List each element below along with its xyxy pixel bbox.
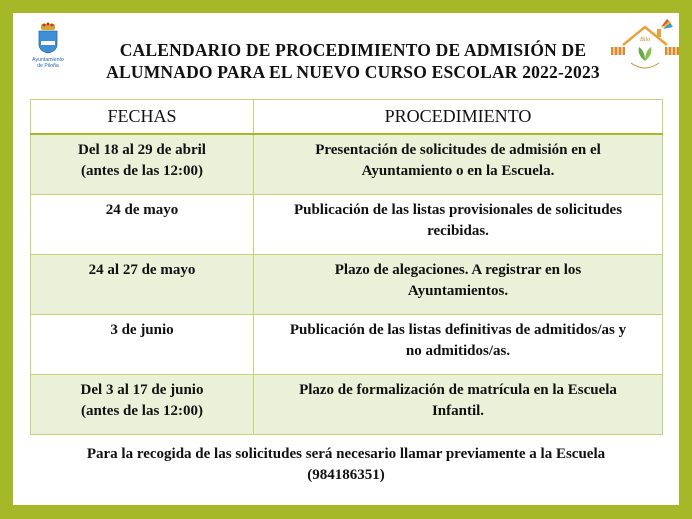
- footer-phone: (984186351): [307, 467, 385, 483]
- table-header-row: [31, 100, 663, 135]
- svg-text:de Piloña: de Piloña: [37, 63, 59, 69]
- table-row: [31, 375, 663, 435]
- table-row: [31, 255, 663, 315]
- table-row: [31, 315, 663, 375]
- footer-note: [23, 444, 669, 486]
- procedimiento-cell: Publicación de las listas provisionales de solicitudes recibidas.: [254, 195, 663, 255]
- fecha-cell: 24 al 27 de mayo: [31, 255, 254, 315]
- footer-line-1: Para la recogida de las solicitudes será necesario llamar previamente a la Escuela: [86, 446, 606, 462]
- fecha-cell: Del 3 al 17 de junio (antes de las 12:00): [31, 375, 254, 435]
- title-line-2: ALUMNADO PARA EL NUEVO CURSO ESCOLAR 2022-2023: [106, 62, 600, 82]
- svg-text:Bilo: Bilo: [640, 37, 650, 43]
- procedimiento-cell: Plazo de alegaciones. A registrar en los Ayuntamientos.: [254, 255, 663, 315]
- procedimiento-cell: Plazo de formalización de matrícula en la Escuela Infantil.: [254, 375, 663, 435]
- svg-text:Ayuntamiento: Ayuntamiento: [32, 57, 64, 63]
- column-header-procedimiento: PROCEDIMIENTO: [254, 100, 663, 135]
- table-row: [31, 134, 663, 195]
- document-page: [13, 13, 679, 505]
- column-header-fechas: FECHAS: [31, 100, 254, 135]
- procedimiento-cell: Presentación de solicitudes de admisión en el Ayuntamiento o en la Escuela.: [254, 134, 663, 195]
- title-line-1: CALENDARIO DE PROCEDIMIENTO DE ADMISIÓN DE: [119, 40, 587, 60]
- procedimiento-cell: Publicación de las listas definitivas de admitidos/as y no admitidos/as.: [254, 315, 663, 375]
- table-row: [31, 195, 663, 255]
- fecha-cell: Del 18 al 29 de abril (antes de las 12:00): [31, 134, 254, 195]
- admission-calendar-table: [30, 99, 663, 435]
- fecha-cell: 3 de junio: [31, 315, 254, 375]
- fecha-cell: 24 de mayo: [31, 195, 254, 255]
- page-title: [43, 39, 663, 83]
